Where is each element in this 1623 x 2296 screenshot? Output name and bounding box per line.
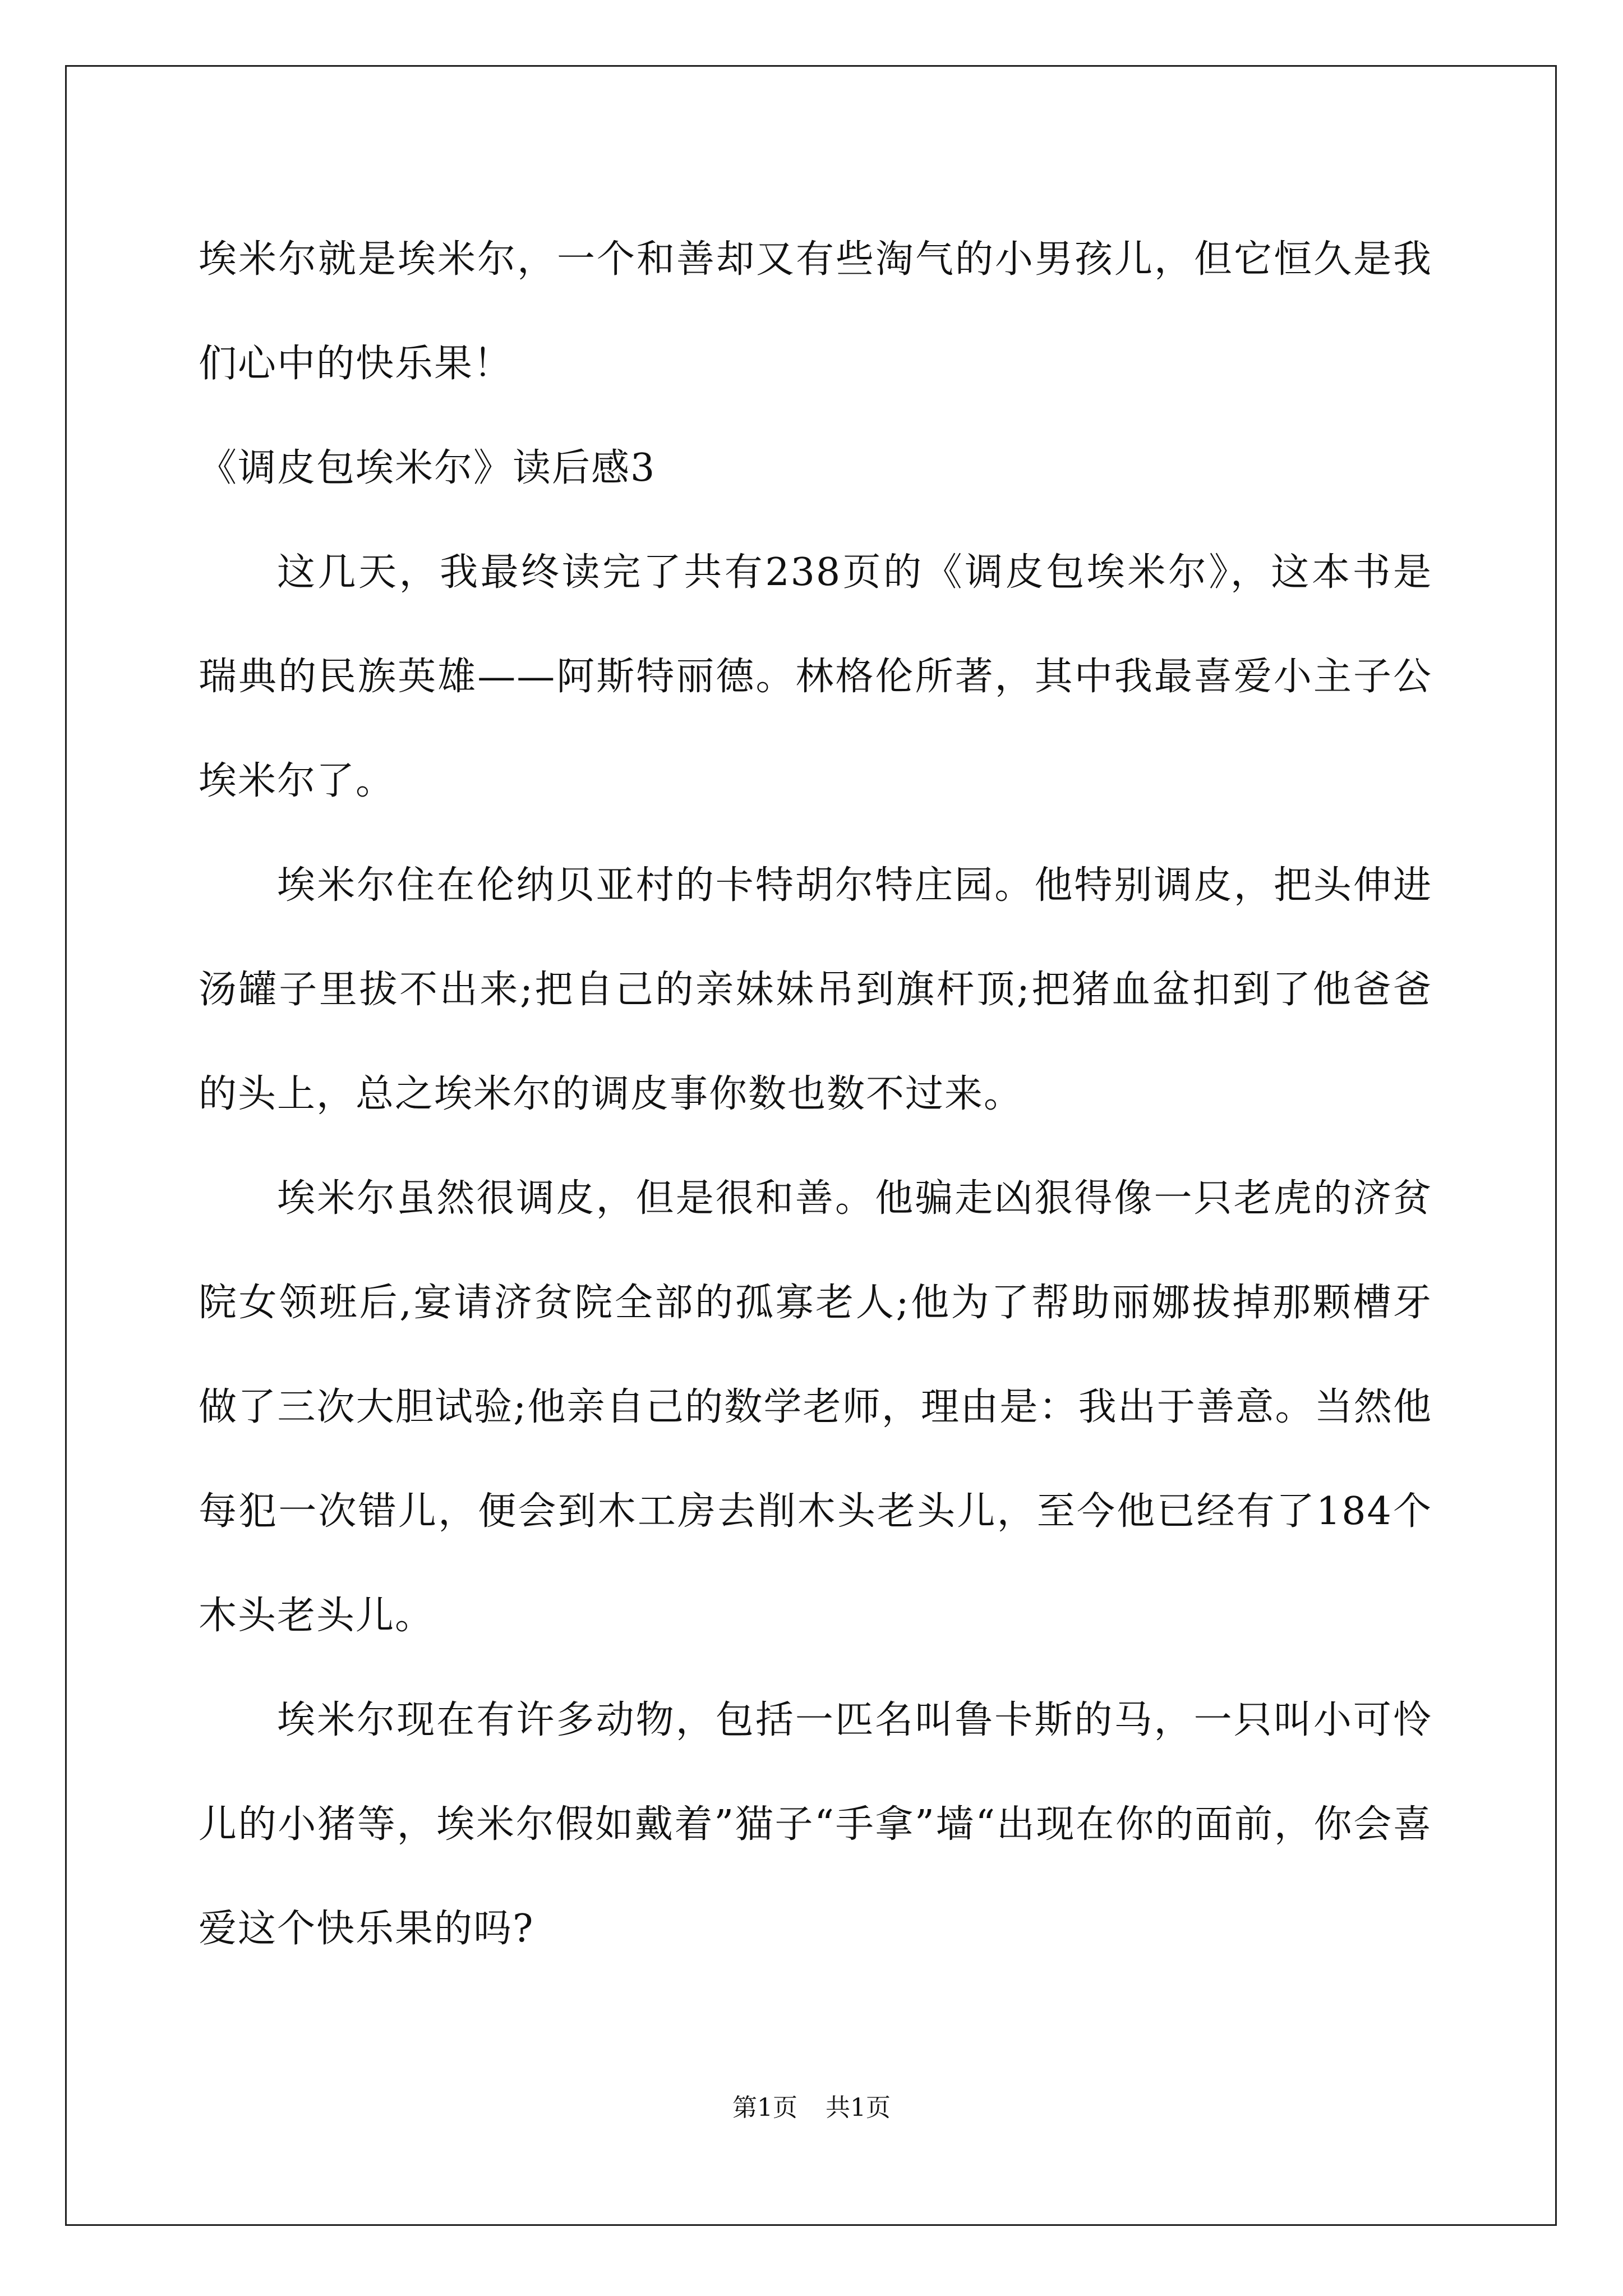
paragraph-4: 埃米尔虽然很调皮，但是很和善。他骗走凶狠得像一只老虎的济贫院女领班后,宴请济贫院全部的孤寡老人;他为了帮助丽娜拔掉那颗槽牙做了三次大胆试验;他亲自己的数学老师，理由是：我出于善意。当然他每犯一次错儿，便会到木工房去削木头老头儿，至今他已经有了184个木头老头儿。 [199, 1176, 1432, 1638]
paragraph-1: 埃米尔就是埃米尔，一个和善却又有些淘气的小男孩儿，但它恒久是我们心中的快乐果！ [199, 237, 1432, 386]
document-body [199, 208, 1432, 1981]
paragraph-3: 埃米尔住在伦纳贝亚村的卡特胡尔特庄园。他特别调皮，把头伸进汤罐子里拔不出来;把自己的亲妹妹吊到旗杆顶;把猪血盆扣到了他爸爸的头上，总之埃米尔的调皮事你数也数不过来。 [199, 863, 1432, 1116]
page-total: 共1页 [826, 2093, 891, 2122]
section-heading: 《调皮包埃米尔》读后感3 [199, 446, 656, 490]
paragraph-5: 埃米尔现在有许多动物，包括一匹名叫鲁卡斯的马，一只叫小可怜儿的小猪等，埃米尔假如戴着”猫子“手拿”墙“出现在你的面前，你会喜爱这个快乐果的吗? [199, 1698, 1432, 1951]
page-number: 第1页 [732, 2093, 797, 2122]
page-footer [0, 2091, 1623, 2125]
paragraph-2: 这几天，我最终读完了共有238页的《调皮包埃米尔》，这本书是瑞典的民族英雄——阿斯特丽德。林格伦所著，其中我最喜爱小主子公埃米尔了。 [199, 550, 1432, 803]
